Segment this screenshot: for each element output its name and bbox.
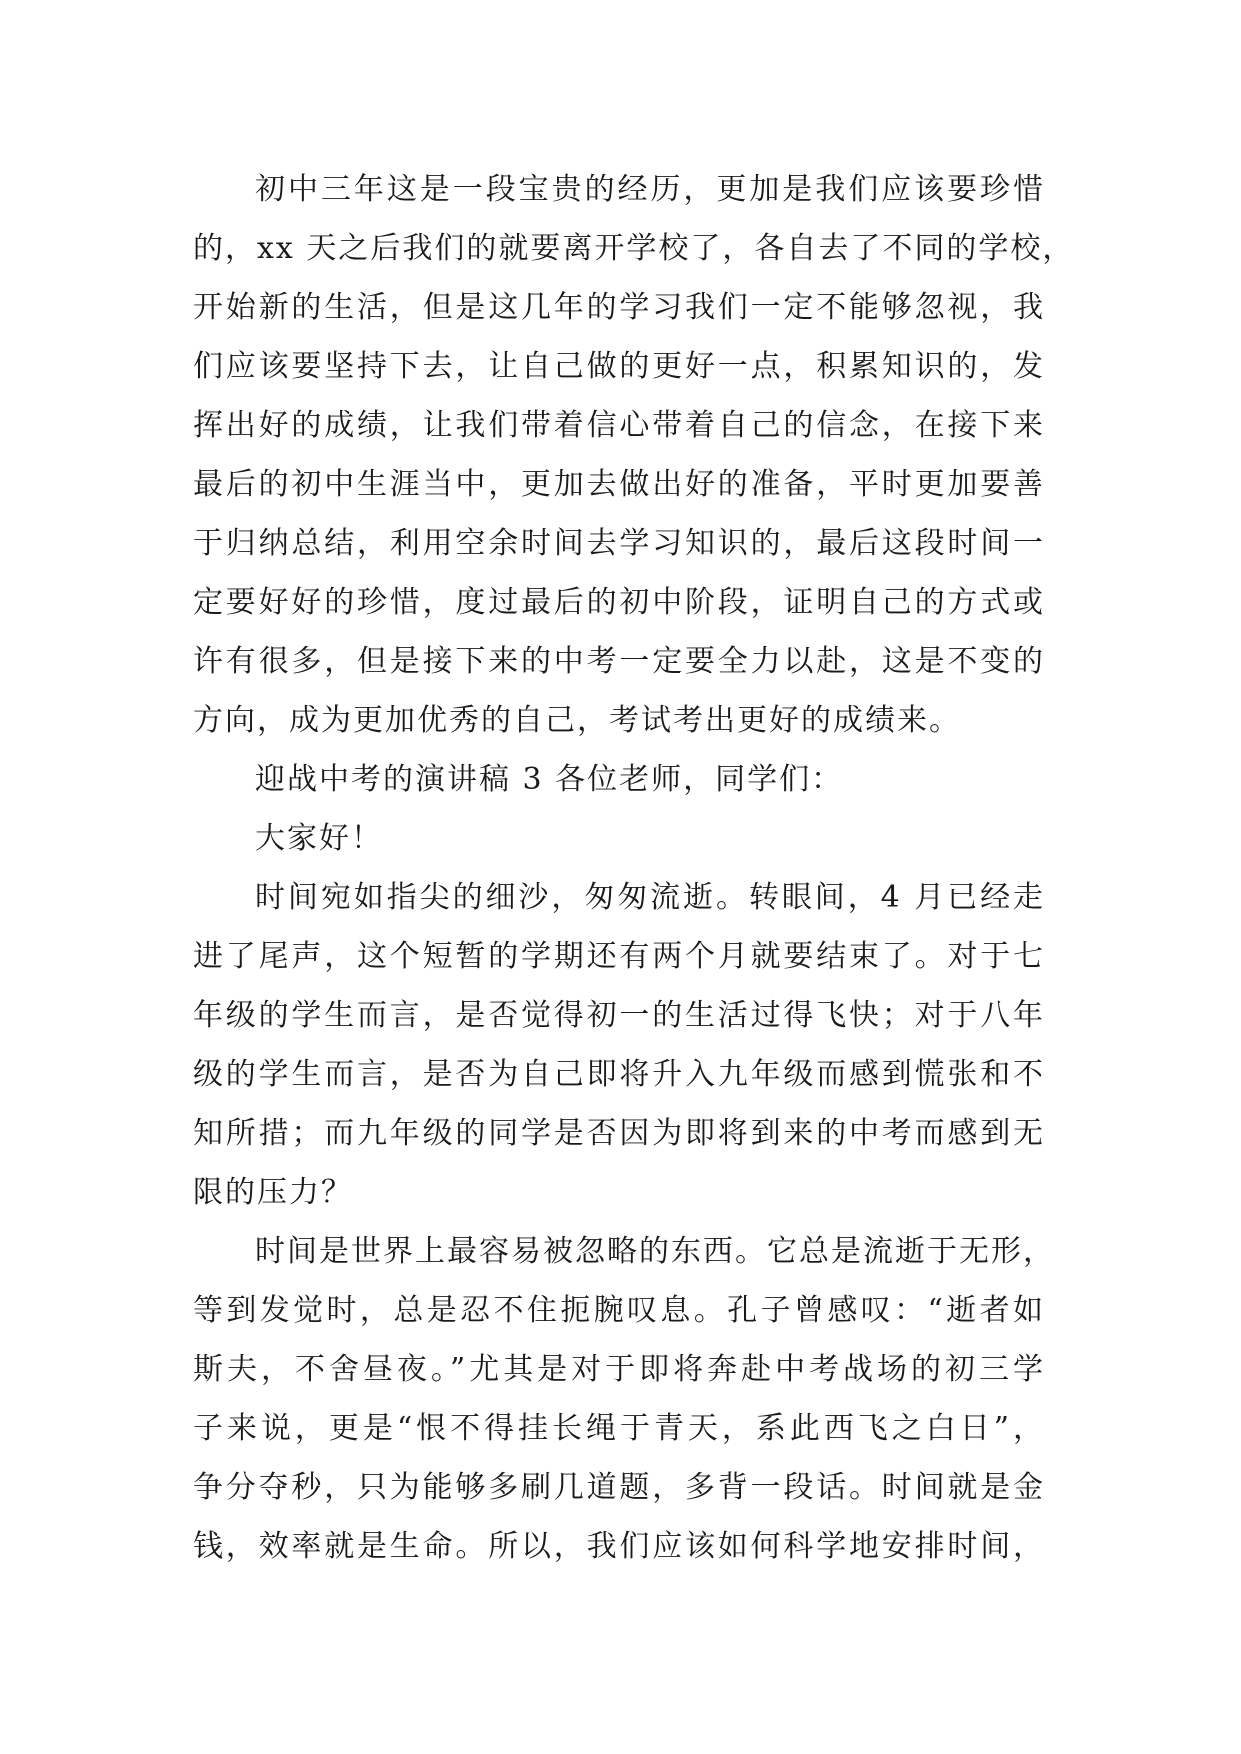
text-line: 级的学生而言，是否为自己即将升入九年级而感到慌张和不 [193, 1057, 1045, 1092]
document-body [193, 160, 1075, 1576]
text-line: 们应该要坚持下去，让自己做的更好一点，积累知识的，发 [193, 349, 1045, 384]
text-line: 迎战中考的演讲稿 3 各位老师，同学们： [255, 762, 844, 797]
paragraph-2 [193, 750, 1045, 809]
text-line: 大家好！ [255, 821, 383, 856]
text-line: 子来说，更是“恨不得挂长绳于青天，系此西飞之白日”， [193, 1411, 1045, 1446]
text-line: 初中三年这是一段宝贵的经历，更加是我们应该要珍惜 [255, 172, 1045, 207]
text-line: 时间是世界上最容易被忽略的东西。它总是流逝于无形， [255, 1234, 1055, 1269]
text-line: 争分夺秒，只为能够多刷几道题，多背一段话。时间就是金 [193, 1470, 1045, 1505]
text-line: 开始新的生活，但是这几年的学习我们一定不能够忽视，我 [193, 290, 1045, 325]
text-line: 最后的初中生涯当中，更加去做出好的准备，平时更加要善 [193, 467, 1045, 502]
text-line: 知所措；而九年级的同学是否因为即将到来的中考而感到无 [193, 1116, 1045, 1151]
text-line: 年级的学生而言，是否觉得初一的生活过得飞快；对于八年 [193, 998, 1045, 1033]
text-line: 限的压力？ [193, 1175, 353, 1210]
paragraph-5 [193, 1222, 1055, 1576]
text-line: 许有很多，但是接下来的中考一定要全力以赴，这是不变的 [193, 644, 1045, 679]
paragraph-3 [193, 809, 1045, 868]
paragraph-4 [193, 868, 1045, 1222]
text-line: 定要好好的珍惜，度过最后的初中阶段，证明自己的方式或 [193, 585, 1045, 620]
text-line: 斯夫，不舍昼夜。”尤其是对于即将奔赴中考战场的初三学 [193, 1352, 1045, 1387]
text-line: 等到发觉时，总是忍不住扼腕叹息。孔子曾感叹：“逝者如 [193, 1293, 1045, 1328]
paragraph-1 [193, 160, 1075, 750]
text-line: 挥出好的成绩，让我们带着信心带着自己的信念，在接下来 [193, 408, 1045, 443]
text-line: 时间宛如指尖的细沙，匆匆流逝。转眼间，4 月已经走 [255, 880, 1045, 915]
text-line: 钱，效率就是生命。所以，我们应该如何科学地安排时间， [193, 1529, 1045, 1564]
text-line: 的，xx 天之后我们的就要离开学校了，各自去了不同的学校， [193, 231, 1075, 266]
text-line: 于归纳总结，利用空余时间去学习知识的，最后这段时间一 [193, 526, 1045, 561]
text-line: 进了尾声，这个短暂的学期还有两个月就要结束了。对于七 [193, 939, 1045, 974]
text-line: 方向，成为更加优秀的自己，考试考出更好的成绩来。 [193, 703, 961, 738]
